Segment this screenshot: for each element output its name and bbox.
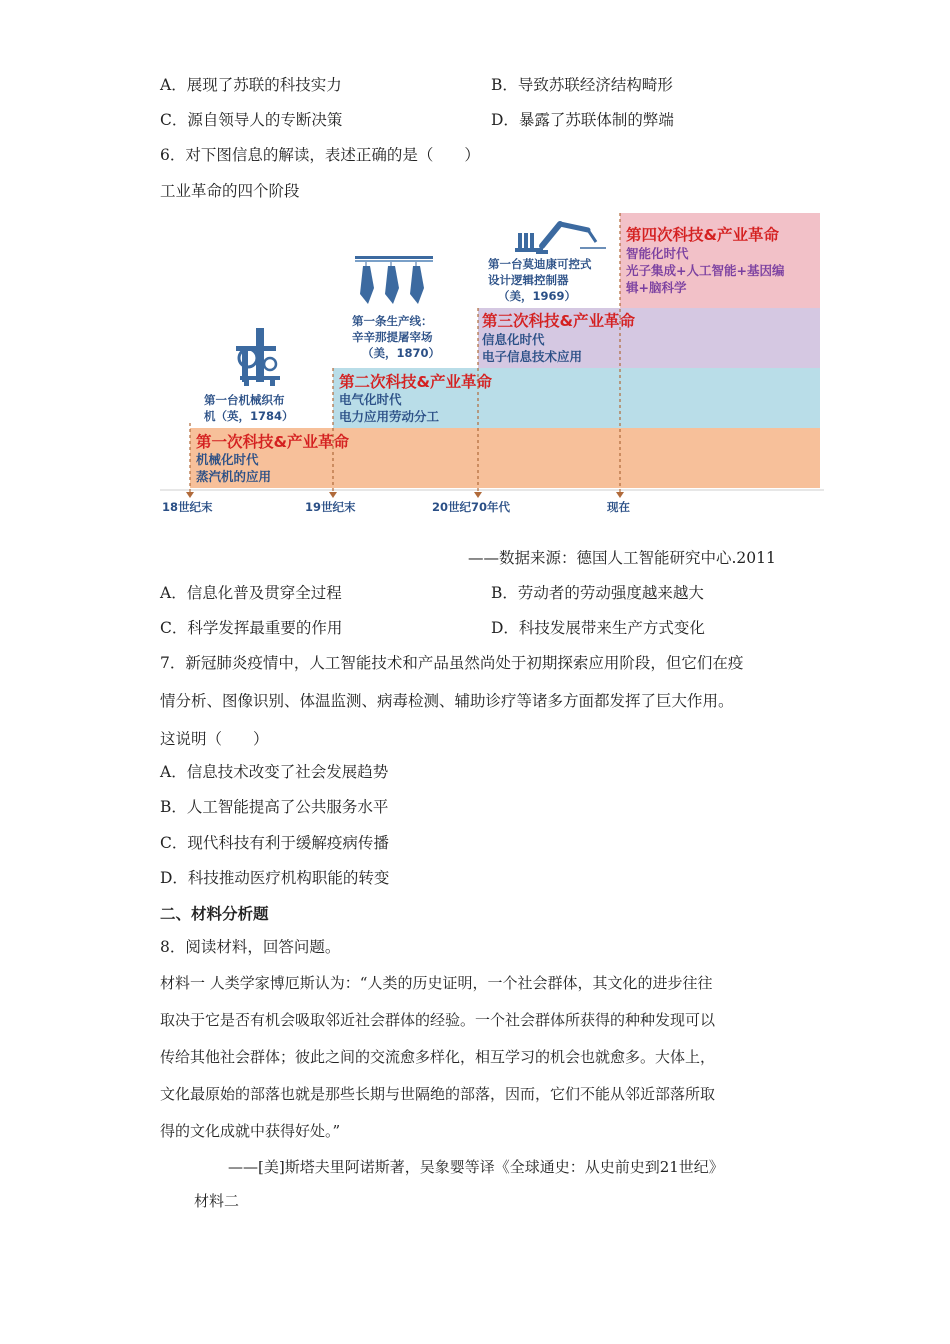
q7-option-d: D．科技推动医疗机构职能的转变 bbox=[160, 869, 390, 887]
stage4-desc2: 辑+脑科学 bbox=[626, 280, 687, 295]
milestone2-line3: （美，1870） bbox=[362, 346, 441, 360]
q7-option-c: C．现代科技有利于缓解疫病传播 bbox=[160, 834, 389, 852]
stage4-desc1: 光子集成+人工智能+基因编 bbox=[626, 263, 785, 278]
q7-stem-line3: 这说明（ ） bbox=[160, 730, 269, 748]
stage2-era: 电气化时代 bbox=[339, 392, 402, 407]
q6-option-c: C．科学发挥最重要的作用 bbox=[160, 619, 343, 637]
stage4-title: 第四次科技&产业革命 bbox=[626, 226, 780, 244]
stage4-era: 智能化时代 bbox=[626, 246, 689, 261]
material1-source: ——[美]斯塔夫里阿诺斯著，吴象婴等译《全球通史：从史前史到21世纪》 bbox=[228, 1158, 724, 1176]
stage1-title: 第一次科技&产业革命 bbox=[196, 433, 350, 451]
milestone3-line3: （美，1969） bbox=[498, 289, 577, 303]
milestone2-line2: 辛辛那提屠宰场 bbox=[352, 330, 433, 344]
milestone1-line2: 机（英，1784） bbox=[204, 409, 294, 423]
material2-label: 材料二 bbox=[194, 1192, 240, 1210]
material1-line3: 传给其他社会群体；彼此之间的交流愈多样化，相互学习的机会也就愈多。大体上， bbox=[160, 1048, 716, 1066]
milestone3-line2: 设计逻辑控制器 bbox=[488, 273, 569, 287]
stage1-era: 机械化时代 bbox=[196, 452, 259, 467]
stage3-desc: 电子信息技术应用 bbox=[482, 349, 583, 364]
q6-option-a: A．信息化普及贯穿全过程 bbox=[160, 584, 342, 602]
material1-line4: 文化最原始的部落也就是那些长期与世隔绝的部落，因而，它们不能从邻近部落所取 bbox=[160, 1085, 716, 1103]
milestone2-line1: 第一条生产线： bbox=[352, 314, 433, 328]
section-heading: 二、材料分析题 bbox=[160, 904, 269, 923]
q6-option-b: B．劳动者的劳动强度越来越大 bbox=[491, 584, 704, 602]
q6-option-d: D．科技发展带来生产方式变化 bbox=[491, 619, 705, 637]
q6-figure-source: ——数据来源：德国人工智能研究中心.2011 bbox=[468, 549, 776, 567]
stage2-desc: 电力应用劳动分工 bbox=[339, 409, 440, 424]
loom-icon bbox=[236, 328, 280, 386]
milestone3-line1: 第一台莫迪康可控式 bbox=[488, 257, 592, 271]
q8-stem: 8．阅读材料，回答问题。 bbox=[160, 938, 341, 956]
q5-option-b: B．导致苏联经济结构畸形 bbox=[491, 76, 673, 94]
material1-line1: 材料一 人类学家博厄斯认为：“人类的历史证明，一个社会群体，其文化的进步往往 bbox=[160, 974, 713, 992]
q7-option-b: B．人工智能提高了公共服务水平 bbox=[160, 798, 389, 816]
q7-stem-line2: 情分析、图像识别、体温监测、病毒检测、辅助诊疗等诸多方面都发挥了巨大作用。 bbox=[160, 692, 734, 710]
q6-figure-caption: 工业革命的四个阶段 bbox=[160, 182, 300, 200]
industrial-revolution-diagram bbox=[160, 208, 824, 518]
stage3-era: 信息化时代 bbox=[482, 332, 545, 347]
q7-option-a: A．信息技术改变了社会发展趋势 bbox=[160, 763, 389, 781]
axis-label-19c: 19世纪末 bbox=[305, 500, 356, 514]
axis-label-now: 现在 bbox=[607, 500, 630, 514]
q7-stem-line1: 7．新冠肺炎疫情中，人工智能技术和产品虽然尚处于初期探索应用阶段，但它们在疫 bbox=[160, 654, 744, 672]
production-line-icon bbox=[355, 256, 433, 304]
axis-label-18c: 18世纪末 bbox=[162, 500, 213, 514]
q5-option-d: D．暴露了苏联体制的弊端 bbox=[491, 111, 674, 129]
material1-line2: 取决于它是否有机会吸取邻近社会群体的经验。一个社会群体所获得的种种发现可以 bbox=[160, 1011, 716, 1029]
q5-option-c: C．源自领导人的专断决策 bbox=[160, 111, 343, 129]
stage3-title: 第三次科技&产业革命 bbox=[482, 312, 636, 330]
stage2-title: 第二次科技&产业革命 bbox=[339, 373, 493, 391]
q5-option-a: A．展现了苏联的科技实力 bbox=[160, 76, 342, 94]
q6-stem: 6．对下图信息的解读，表述正确的是（ ） bbox=[160, 146, 480, 164]
axis-label-1970s: 20世纪70年代 bbox=[432, 500, 511, 514]
stage1-desc: 蒸汽机的应用 bbox=[196, 469, 272, 484]
milestone1-line1: 第一台机械织布 bbox=[204, 393, 285, 407]
robot-arm-icon bbox=[515, 224, 606, 254]
material1-line5: 得的文化成就中获得好处。” bbox=[160, 1122, 341, 1140]
